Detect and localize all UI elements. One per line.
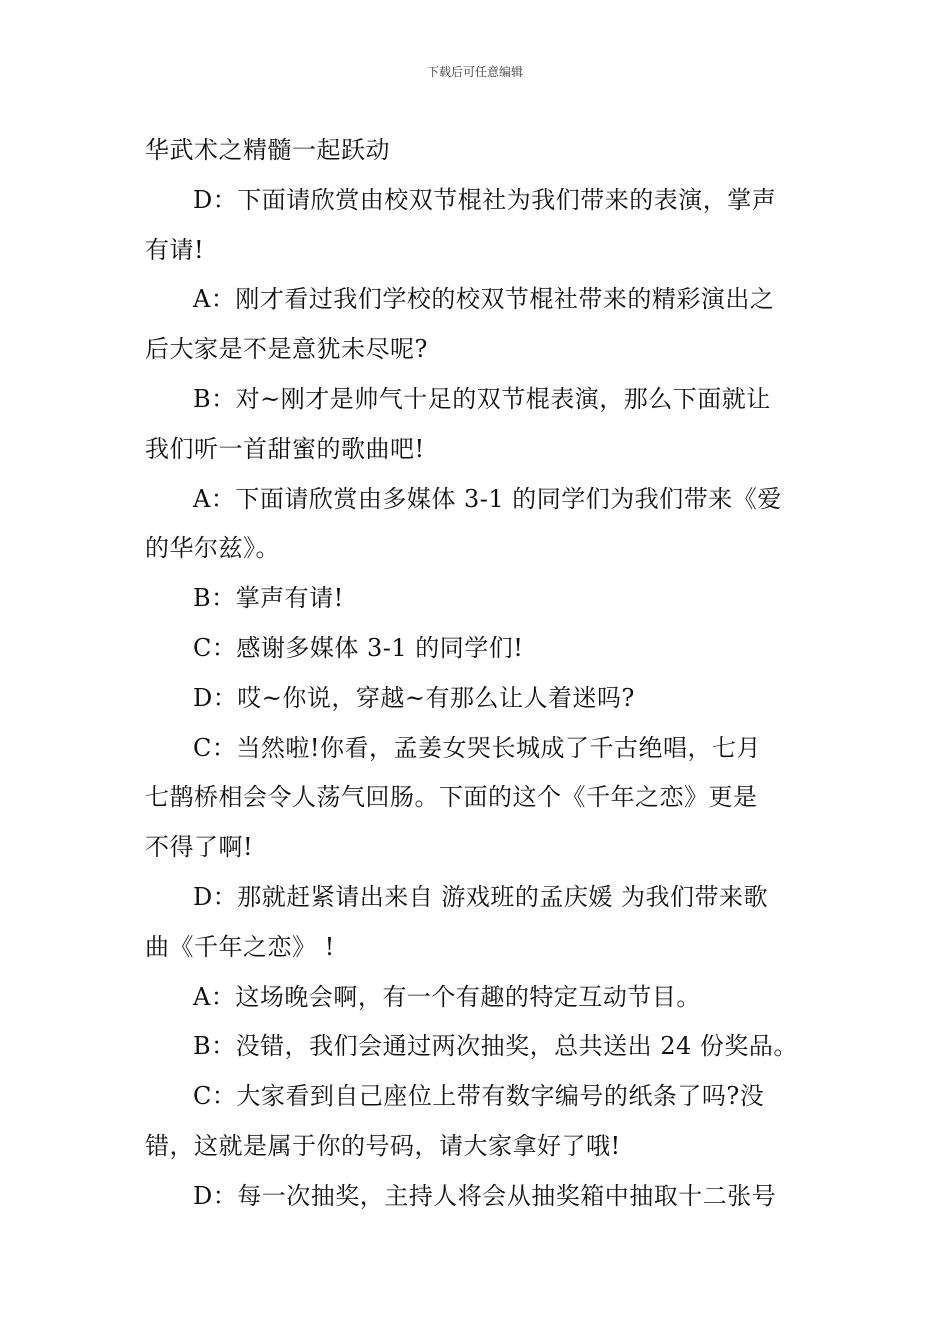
text-line: D：下面请欣赏由校双节棍社为我们带来的表演，掌声 — [193, 185, 777, 214]
paragraph — [145, 574, 810, 624]
text-line: 的华尔兹》。 — [145, 534, 280, 563]
text-line: 错，这就是属于你的号码，请大家拿好了哦! — [145, 1131, 621, 1160]
text-line: 我们听一首甜蜜的歌曲吧! — [145, 434, 425, 463]
paragraph — [145, 275, 810, 375]
text-line: C：感谢多媒体 3-1 的同学们! — [193, 633, 524, 662]
text-line: D：哎~你说，穿越~有那么让人着迷吗? — [193, 683, 635, 712]
text-line: 有请! — [145, 235, 205, 264]
paragraph — [145, 126, 810, 176]
paragraph — [145, 624, 810, 674]
paragraph — [145, 973, 810, 1023]
text-line: B：对~刚才是帅气十足的双节棍表演，那么下面就让 — [193, 384, 771, 413]
paragraph — [145, 674, 810, 724]
text-line: 后大家是不是意犹未尽呢? — [145, 335, 428, 364]
text-line: 七鹊桥相会令人荡气回肠。下面的这个《千年之恋》更是 — [145, 783, 758, 812]
paragraph — [145, 873, 810, 973]
paragraph — [145, 375, 810, 475]
text-line: B：没错，我们会通过两次抽奖，总共送出 24 份奖品。 — [193, 1032, 798, 1061]
text-line: C：当然啦!你看，孟姜女哭长城成了千古绝唱，七月 — [193, 733, 762, 762]
text-line: B：掌声有请! — [193, 584, 344, 613]
text-line: 华武术之精髓一起跃动 — [145, 136, 390, 164]
text-line: 不得了啊! — [145, 833, 254, 862]
paragraph — [145, 724, 810, 873]
text-line: D：每一次抽奖，主持人将会从抽奖箱中抽取十二张号 — [193, 1181, 777, 1210]
paragraph — [145, 176, 810, 276]
document-body — [145, 126, 810, 1222]
paragraph — [145, 475, 810, 575]
text-line: A：这场晚会啊，有一个有趣的特定互动节目。 — [193, 982, 701, 1011]
text-line: A：下面请欣赏由多媒体 3-1 的同学们为我们带来《爱 — [193, 484, 782, 513]
text-line: 曲《千年之恋》 ! — [145, 932, 335, 961]
text-line: D：那就赶紧请出来自 游戏班的孟庆媛 为我们带来歌 — [193, 882, 768, 911]
paragraph — [145, 1172, 810, 1222]
paragraph — [145, 1072, 810, 1172]
page-header: 下载后可任意编辑 — [426, 65, 523, 79]
text-line: C：大家看到自己座位上带有数字编号的纸条了吗?没 — [193, 1082, 765, 1111]
text-line: A：刚才看过我们学校的校双节棍社带来的精彩演出之 — [193, 285, 775, 314]
paragraph — [145, 1022, 810, 1072]
